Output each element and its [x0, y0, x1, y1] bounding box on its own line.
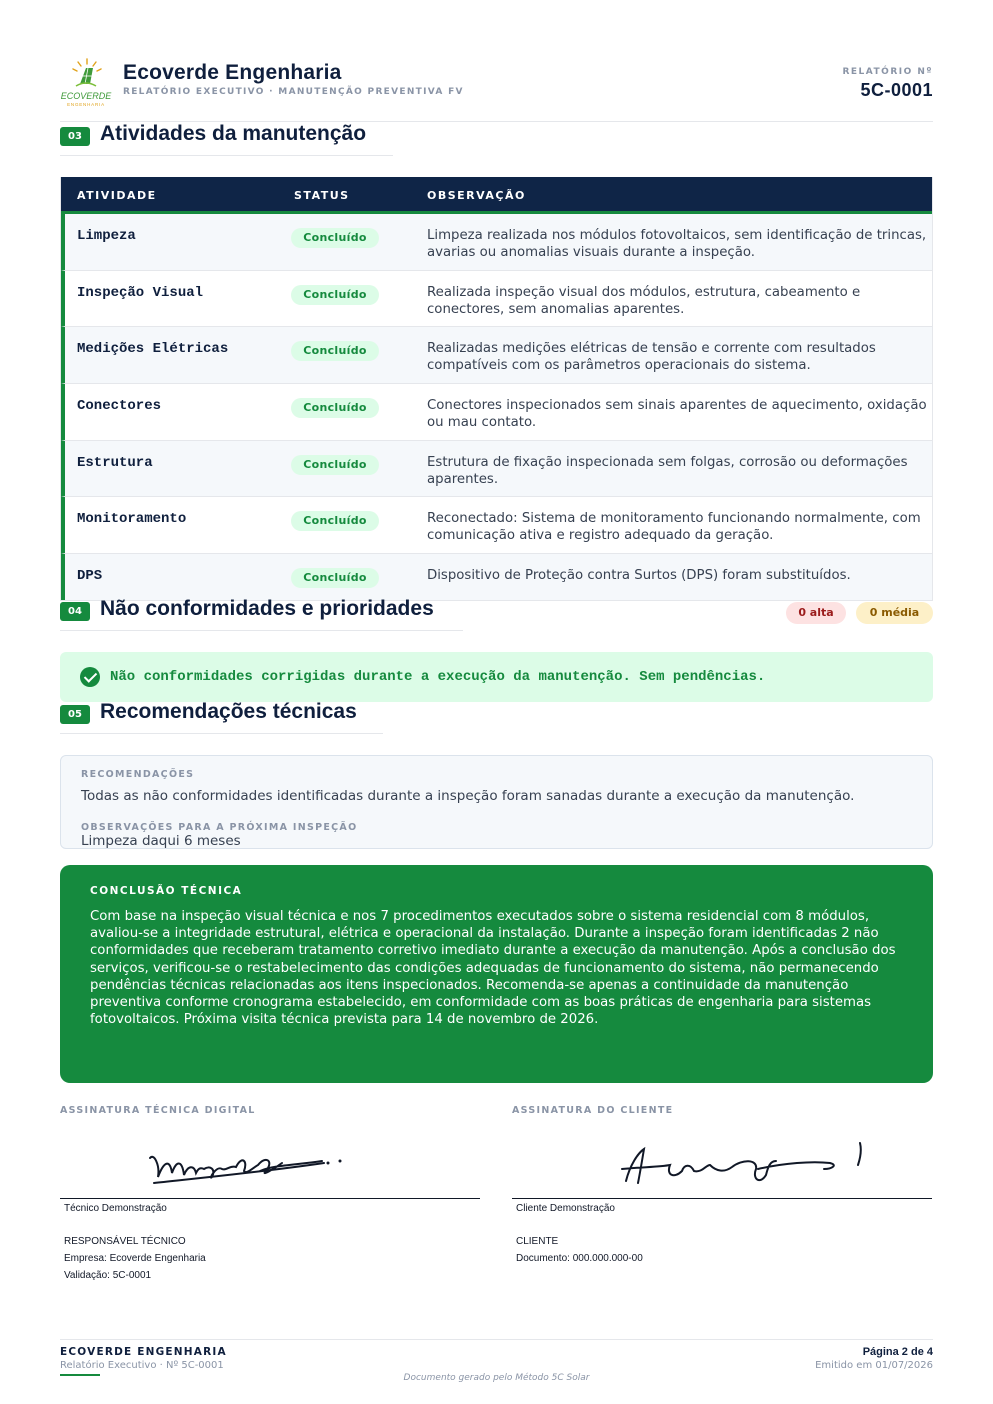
activity-name: Medições Elétricas [77, 341, 229, 358]
activity-name: Estrutura [77, 454, 153, 471]
generated-by: Documento gerado pelo Método 5C Solar [403, 1373, 590, 1383]
table-row [61, 554, 932, 600]
activity-observation: Dispositivo de Proteção contra Surtos (DPS) foram substituídos. [427, 568, 851, 584]
activity-observation: Estrutura de fixação inspecionada sem folgas, corrosão ou deformações aparentes. [427, 454, 908, 487]
issued-date: Emitido em 01/07/2026 [815, 1360, 933, 1371]
status-badge: Concluído [291, 341, 379, 361]
next-inspection-text: Limpeza daqui 6 meses [81, 833, 241, 849]
table-row [61, 327, 932, 384]
svg-text:ENGENHARIA: ENGENHARIA [67, 102, 105, 107]
column-header-observation: OBSERVAÇÃO [427, 189, 526, 202]
section-recommendations-header [60, 698, 383, 734]
activity-name: DPS [77, 568, 103, 585]
column-header-activity: ATIVIDADE [77, 189, 157, 202]
activities-table [60, 177, 933, 601]
recommendations-label: RECOMENDAÇÕES [81, 769, 195, 780]
signature-line [60, 1198, 480, 1199]
page-number: Página 2 de 4 [862, 1346, 933, 1358]
activity-observation: Conectores inspecionados sem sinais aparentes de aquecimento, oxidação ou mau contato. [427, 398, 927, 431]
table-body [61, 214, 932, 600]
footer-report-ref: Relatório Executivo · Nº 5C-0001 [60, 1360, 224, 1371]
technical-conclusion [60, 865, 933, 1083]
section-number: 04 [60, 602, 90, 621]
status-badge: Concluído [291, 511, 379, 531]
report-header [60, 56, 933, 122]
activity-observation: Realizadas medições elétricas de tensão e corrente com resultados compatíveis com os parâmetros operacionais do sistema. [427, 341, 876, 374]
ecoverde-logo-icon [60, 56, 112, 108]
column-header-status: STATUS [294, 189, 350, 202]
client-role: CLIENTE [516, 1236, 559, 1247]
priority-medium-badge: 0 média [856, 602, 933, 624]
section-nonconformities-header [60, 595, 463, 631]
client-signature [512, 1105, 932, 1264]
notice-text: Não conformidades corrigidas durante a execução da manutenção. Sem pendências. [110, 669, 766, 685]
table-row [61, 497, 932, 554]
activity-name: Limpeza [77, 228, 136, 244]
table-header [61, 177, 932, 214]
page-footer [60, 1339, 933, 1389]
activity-observation: Limpeza realizada nos módulos fotovoltaicos, sem identificação de trincas, avarias ou anomalias visuais durante a inspeção. [427, 228, 927, 260]
technician-name: Técnico Demonstração [64, 1203, 167, 1214]
status-badge: Concluído [291, 285, 379, 305]
next-inspection-label: OBSERVAÇÕES PARA A PRÓXIMA INSPEÇÃO [81, 822, 358, 833]
conclusion-label: CONCLUSÃO TÉCNICA [90, 885, 243, 897]
footer-brand: ECOVERDE ENGENHARIA [60, 1346, 227, 1358]
status-badge: Concluído [291, 398, 379, 418]
activity-observation: Reconectado: Sistema de monitoramento funcionando normalmente, com comunicação ativa e registro adequado da geração. [427, 511, 921, 544]
status-badge: Concluído [291, 568, 379, 588]
client-signature-image [512, 1125, 932, 1195]
check-circle-icon [80, 667, 100, 687]
report-number: 5C-0001 [860, 80, 933, 100]
section-title: Atividades da manutenção [100, 122, 367, 145]
technician-signature-image [60, 1125, 480, 1195]
technician-validation: Validação: 5C-0001 [64, 1270, 152, 1281]
status-badge: Concluído [291, 228, 379, 248]
no-pending-notice [60, 652, 933, 702]
table-row [61, 441, 932, 498]
activity-name: Monitoramento [77, 511, 187, 528]
table-row [61, 384, 932, 441]
table-row [61, 214, 932, 271]
table-row [61, 271, 932, 328]
status-badge: Concluído [291, 455, 379, 475]
signature-line [512, 1198, 932, 1199]
activity-name: Inspeção Visual [77, 284, 204, 301]
company-name: Ecoverde Engenharia [123, 61, 342, 84]
activity-observation: Realizada inspeção visual dos módulos, estrutura, cabeamento e conectores, sem anomalias aparentes. [427, 284, 861, 317]
section-title: Não conformidades e prioridades [100, 597, 434, 620]
activity-name: Conectores [77, 398, 162, 415]
section-activities-header [60, 120, 393, 156]
signature-label: ASSINATURA TÉCNICA DIGITAL [60, 1105, 256, 1116]
section-number: 03 [60, 127, 90, 146]
section-number: 05 [60, 705, 90, 724]
report-subtitle: RELATÓRIO EXECUTIVO · MANUTENÇÃO PREVENTIVA FV [123, 87, 464, 97]
recommendations-text: Todas as não conformidades identificadas durante a inspeção foram sanadas durante a execução da manutenção. [81, 788, 855, 804]
conclusion-text: Com base na inspeção visual técnica e nos 7 procedimentos executados sobre o sistema residencial com 8 módulos, avaliou-se a integridade estrutural, elétrica e operacional da instalação. Durante a inspeção foram identificadas 2 não conformidades que receberam tratamento corretivo imediato durante a execução da manutenção. Após a conclusão dos serviços, verificou-se o restabelecimento das condições adequadas de funcionamento do sistema, não permanecendo pendências técnicas relacionadas aos itens inspecionados. Recomenda-se apenas a continuidade da manutenção preventiva conforme cronograma estabelecido, em conformidade com as boas práticas de engenharia para sistemas fotovoltaicos. Próxima visita técnica prevista para 14 de novembro de 2026. [90, 909, 896, 1028]
technician-role: RESPONSÁVEL TÉCNICO [64, 1236, 186, 1247]
svg-text:ECOVERDE: ECOVERDE [60, 91, 112, 101]
report-number-label: RELATÓRIO Nº [842, 67, 933, 77]
client-name: Cliente Demonstração [516, 1203, 615, 1214]
section-title: Recomendações técnicas [100, 700, 357, 723]
signature-label: ASSINATURA DO CLIENTE [512, 1105, 674, 1116]
recommendations-box [60, 755, 933, 849]
technician-company: Empresa: Ecoverde Engenharia [64, 1253, 206, 1264]
client-document: Documento: 000.000.000-00 [516, 1253, 643, 1264]
priority-high-badge: 0 alta [786, 602, 846, 624]
technical-signature [60, 1105, 480, 1281]
